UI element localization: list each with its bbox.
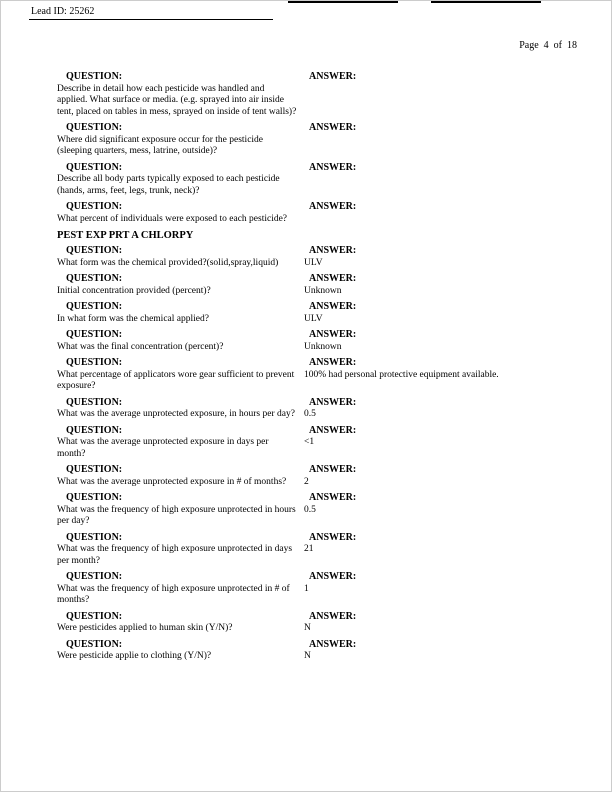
- question-cell: [57, 611, 304, 635]
- question-text: Were pesticides applied to human skin (Y/N)?: [57, 623, 233, 633]
- answer-cell: [304, 245, 579, 269]
- answer-text: 1: [304, 583, 309, 594]
- answer-cell: [304, 201, 579, 225]
- answer-text: 0.5: [304, 504, 316, 515]
- lead-id-label: Lead ID: 25262: [31, 6, 95, 17]
- question-text: What was the average unprotected exposure in days per month?: [57, 437, 269, 459]
- answer-label: ANSWER:: [309, 161, 357, 173]
- qa-row: [57, 329, 579, 353]
- answer-text: 21: [304, 544, 314, 554]
- qa-row: [57, 397, 579, 421]
- answer-text: Unknown: [304, 285, 342, 296]
- answer-label: ANSWER:: [309, 357, 357, 368]
- answer-text: Unknown: [304, 341, 342, 352]
- question-text: Describe in detail how each pesticide was handled and applied. What surface or media. (e.g. sprayed into air inside tent, placed on tables in mess, sprayed on inside of tent walls)?: [57, 83, 297, 117]
- answer-label: ANSWER:: [309, 571, 357, 582]
- qa-row: [57, 571, 579, 607]
- answer-label: ANSWER:: [309, 71, 357, 82]
- question-cell: [57, 639, 304, 663]
- qa-list: [57, 71, 579, 667]
- section-header: PEST EXP PRT A CHLORPY: [57, 230, 194, 241]
- answer-cell: [304, 273, 579, 297]
- question-label: QUESTION:: [66, 424, 123, 436]
- question-label: QUESTION:: [66, 638, 123, 650]
- question-text: What was the frequency of high exposure unprotected in # of months?: [57, 583, 290, 605]
- question-label: QUESTION:: [66, 357, 123, 368]
- question-text: What was the frequency of high exposure unprotected in hours per day?: [57, 504, 296, 526]
- qa-row: [57, 301, 579, 325]
- answer-cell: [304, 571, 579, 607]
- question-cell: [57, 162, 304, 198]
- answer-cell: [304, 532, 579, 568]
- qa-row: [57, 122, 579, 158]
- qa-row: [57, 273, 579, 297]
- question-label: QUESTION:: [66, 71, 123, 82]
- answer-label: ANSWER:: [309, 610, 357, 622]
- answer-cell: [304, 425, 579, 461]
- answer-cell: [304, 329, 579, 353]
- answer-text: ULV: [304, 313, 323, 324]
- answer-cell: [304, 71, 579, 118]
- question-label: QUESTION:: [66, 571, 123, 582]
- question-label: QUESTION:: [66, 396, 123, 408]
- answer-label: ANSWER:: [309, 638, 357, 650]
- question-label: QUESTION:: [66, 161, 123, 173]
- answer-label: ANSWER:: [309, 329, 357, 340]
- answer-cell: [304, 162, 579, 198]
- qa-row: [57, 611, 579, 635]
- question-cell: [57, 397, 304, 421]
- question-cell: [57, 245, 304, 269]
- answer-label: ANSWER:: [309, 301, 357, 312]
- answer-cell: [304, 492, 579, 528]
- answer-label: ANSWER:: [309, 531, 357, 543]
- scan-artifact-line: [288, 1, 398, 3]
- question-text: What was the frequency of high exposure unprotected in days per month?: [57, 544, 293, 566]
- answer-text: 2: [304, 476, 309, 487]
- answer-cell: [304, 611, 579, 635]
- question-cell: [57, 571, 304, 607]
- answer-cell: [304, 397, 579, 421]
- question-text: In what form was the chemical applied?: [57, 313, 209, 324]
- answer-text: ULV: [304, 257, 323, 268]
- question-label: QUESTION:: [66, 122, 123, 133]
- answer-label: ANSWER:: [309, 273, 357, 284]
- answer-label: ANSWER:: [309, 424, 357, 436]
- answer-cell: [304, 122, 579, 158]
- question-label: QUESTION:: [66, 464, 123, 475]
- question-text: What was the average unprotected exposure in # of months?: [57, 476, 287, 487]
- scan-artifact-line: [431, 1, 541, 3]
- answer-label: ANSWER:: [309, 201, 357, 212]
- answer-cell: [304, 301, 579, 325]
- question-cell: [57, 425, 304, 461]
- answer-label: ANSWER:: [309, 122, 357, 133]
- qa-row: [57, 357, 579, 393]
- qa-row: [57, 532, 579, 568]
- answer-cell: [304, 464, 579, 488]
- question-text: What percentage of applicators wore gear sufficient to prevent exposure?: [57, 369, 295, 391]
- question-label: QUESTION:: [66, 610, 123, 622]
- question-label: QUESTION:: [66, 201, 123, 212]
- answer-text: 100% had personal protective equipment available.: [304, 369, 499, 380]
- qa-row: [57, 245, 579, 269]
- header-rule: [29, 19, 273, 20]
- question-text: Where did significant exposure occur for the pesticide (sleeping quarters, mess, latrine, outside)?: [57, 134, 264, 156]
- question-cell: [57, 329, 304, 353]
- question-cell: [57, 357, 304, 393]
- qa-row: [57, 201, 579, 225]
- question-cell: [57, 71, 304, 118]
- answer-cell: [304, 357, 579, 393]
- answer-cell: [304, 639, 579, 663]
- answer-text: N: [304, 623, 311, 633]
- question-label: QUESTION:: [66, 492, 123, 503]
- qa-row: [57, 464, 579, 488]
- question-text: Describe all body parts typically exposed to each pesticide (hands, arms, feet, legs, trunk, neck)?: [57, 174, 280, 196]
- qa-row: [57, 425, 579, 461]
- question-label: QUESTION:: [66, 245, 123, 256]
- question-cell: [57, 301, 304, 325]
- question-cell: [57, 201, 304, 225]
- question-text: What percent of individuals were exposed to each pesticide?: [57, 213, 288, 224]
- page-indicator: Page 4 of 18: [519, 40, 577, 51]
- question-cell: [57, 492, 304, 528]
- answer-text: <1: [304, 437, 315, 447]
- answer-label: ANSWER:: [309, 464, 357, 475]
- qa-row: [57, 639, 579, 663]
- question-cell: [57, 464, 304, 488]
- question-label: QUESTION:: [66, 273, 123, 284]
- question-text: Were pesticide applie to clothing (Y/N)?: [57, 651, 212, 661]
- qa-row: [57, 71, 579, 118]
- question-text: What was the average unprotected exposure, in hours per day?: [57, 409, 295, 419]
- answer-text: N: [304, 651, 311, 661]
- qa-row: [57, 162, 579, 198]
- answer-label: ANSWER:: [309, 396, 357, 408]
- question-cell: [57, 122, 304, 158]
- question-cell: [57, 273, 304, 297]
- question-text: What form was the chemical provided?(solid,spray,liquid): [57, 257, 279, 268]
- answer-label: ANSWER:: [309, 245, 357, 256]
- qa-row: [57, 492, 579, 528]
- question-text: Initial concentration provided (percent)?: [57, 285, 211, 296]
- answer-label: ANSWER:: [309, 492, 357, 503]
- question-label: QUESTION:: [66, 329, 123, 340]
- question-text: What was the final concentration (percent)?: [57, 341, 224, 352]
- question-label: QUESTION:: [66, 531, 123, 543]
- question-cell: [57, 532, 304, 568]
- answer-text: 0.5: [304, 409, 316, 419]
- question-label: QUESTION:: [66, 301, 123, 312]
